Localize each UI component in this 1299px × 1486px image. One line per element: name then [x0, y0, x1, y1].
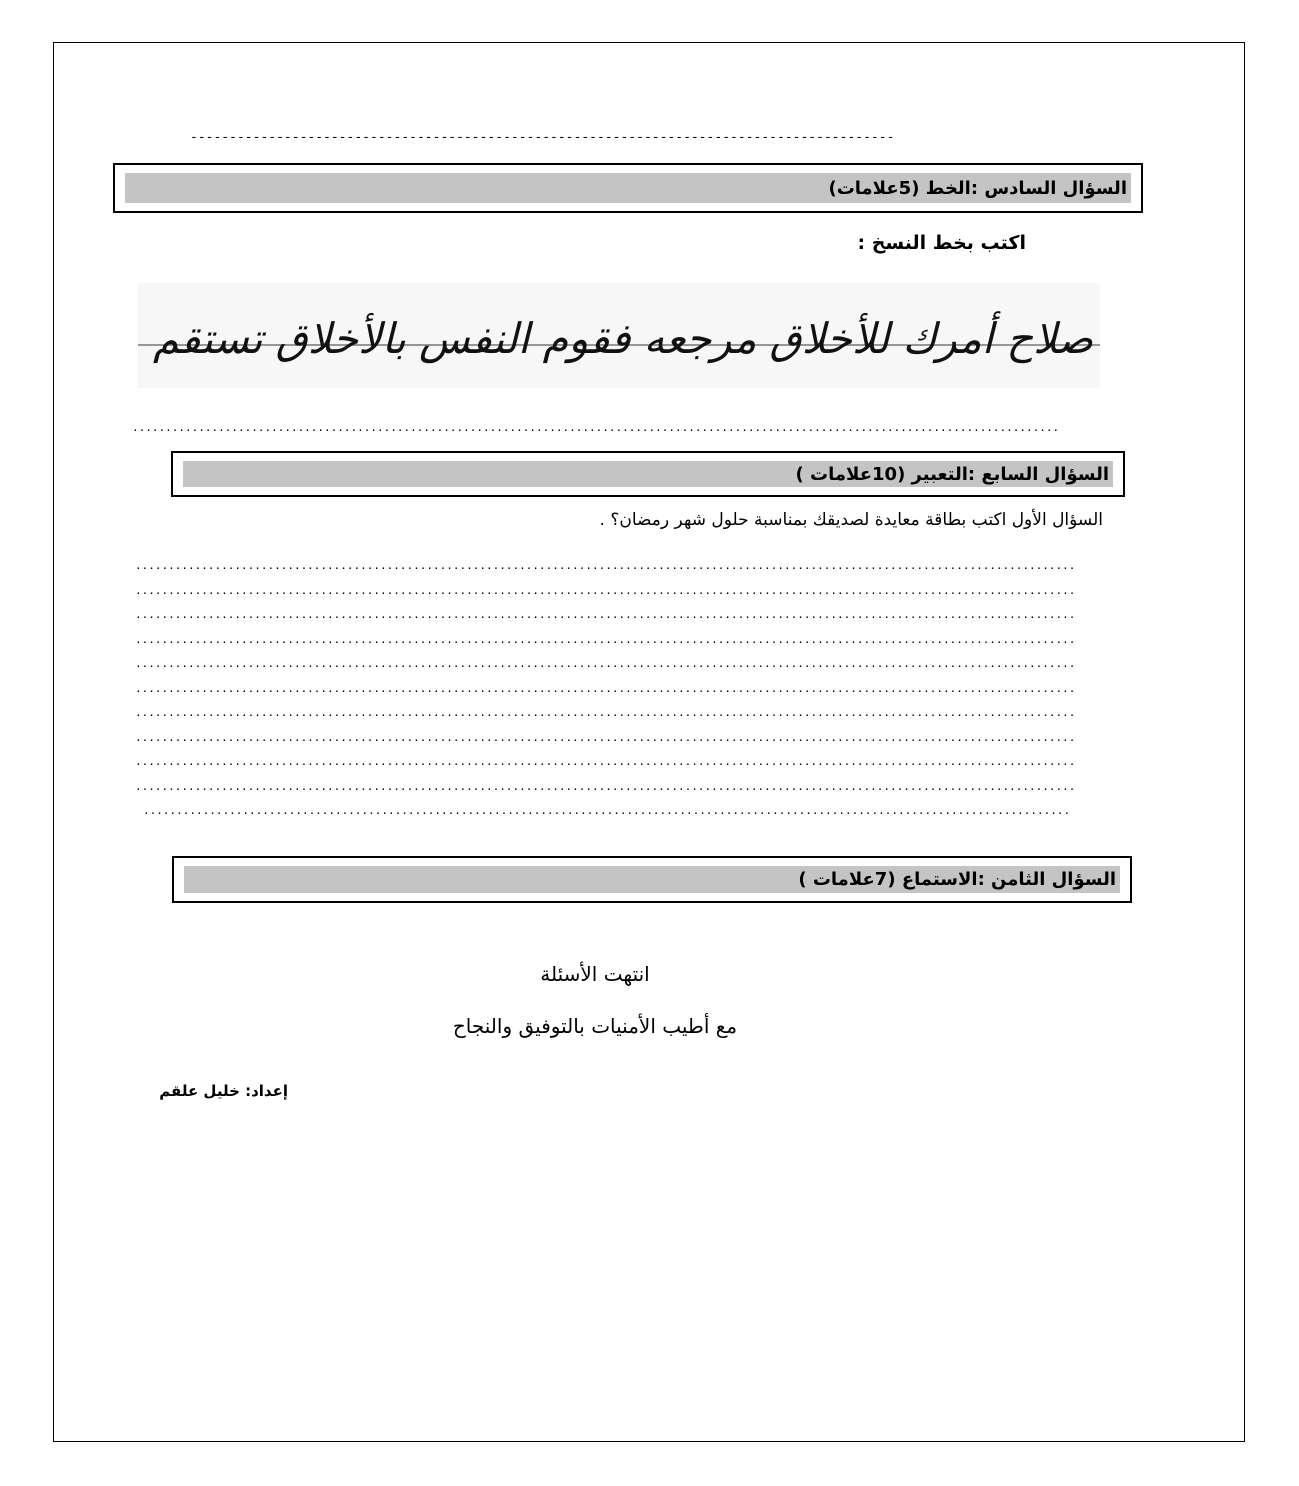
end-of-questions: انتهت الأسئلة — [540, 962, 650, 986]
answer-line[interactable]: .............................................................................................................................................. — [135, 657, 1076, 670]
separator-line: ------------------------------------------------------------------------------------------ — [190, 130, 895, 145]
author-credit: إعداد: خليل علقم — [159, 1082, 288, 1100]
question-6-header — [113, 163, 1143, 213]
question-8-header — [172, 856, 1132, 903]
answer-line[interactable]: .............................................................................................................................................. — [135, 706, 1076, 719]
question-7-prompt: السؤال الأول اكتب بطاقة معايدة لصديقك بمناسبة حلول شهر رمضان؟ . — [599, 510, 1103, 530]
answer-line[interactable]: .............................................................................................................................................. — [135, 780, 1076, 793]
question-8-title: السؤال الثامن :الاستماع (7علامات ) — [184, 866, 1120, 893]
question-6-title: السؤال السادس :الخط (5علامات) — [125, 173, 1131, 203]
question-6-instruction: اكتب بخط النسخ : — [857, 232, 1026, 254]
calligraphy-sample — [138, 283, 1100, 388]
answer-line[interactable]: .............................................................................................................................................. — [135, 633, 1076, 646]
question-7-header — [171, 451, 1125, 497]
question-6-answer-line[interactable]: ............................................................................................................................................ — [132, 421, 1060, 434]
question-7-title: السؤال السابع :التعبير (10علامات ) — [183, 461, 1113, 487]
answer-line[interactable]: .............................................................................................................................................. — [135, 559, 1076, 572]
calligraphy-text: صلاح أمرك للأخلاق مرجعه فقوم النفس بالأخلاق تستقم — [153, 314, 1100, 363]
answer-line[interactable]: .............................................................................................................................................. — [135, 682, 1076, 695]
answer-line[interactable]: .............................................................................................................................................. — [135, 608, 1076, 621]
answer-line[interactable]: ............................................................................................................................................ — [143, 804, 1071, 817]
answer-line[interactable]: .............................................................................................................................................. — [135, 731, 1076, 744]
calligraphy-image — [138, 283, 1100, 388]
answer-line[interactable]: .............................................................................................................................................. — [135, 584, 1076, 597]
closing-wishes: مع أطيب الأمنيات بالتوفيق والنجاح — [452, 1014, 738, 1038]
answer-line[interactable]: .............................................................................................................................................. — [135, 755, 1076, 768]
